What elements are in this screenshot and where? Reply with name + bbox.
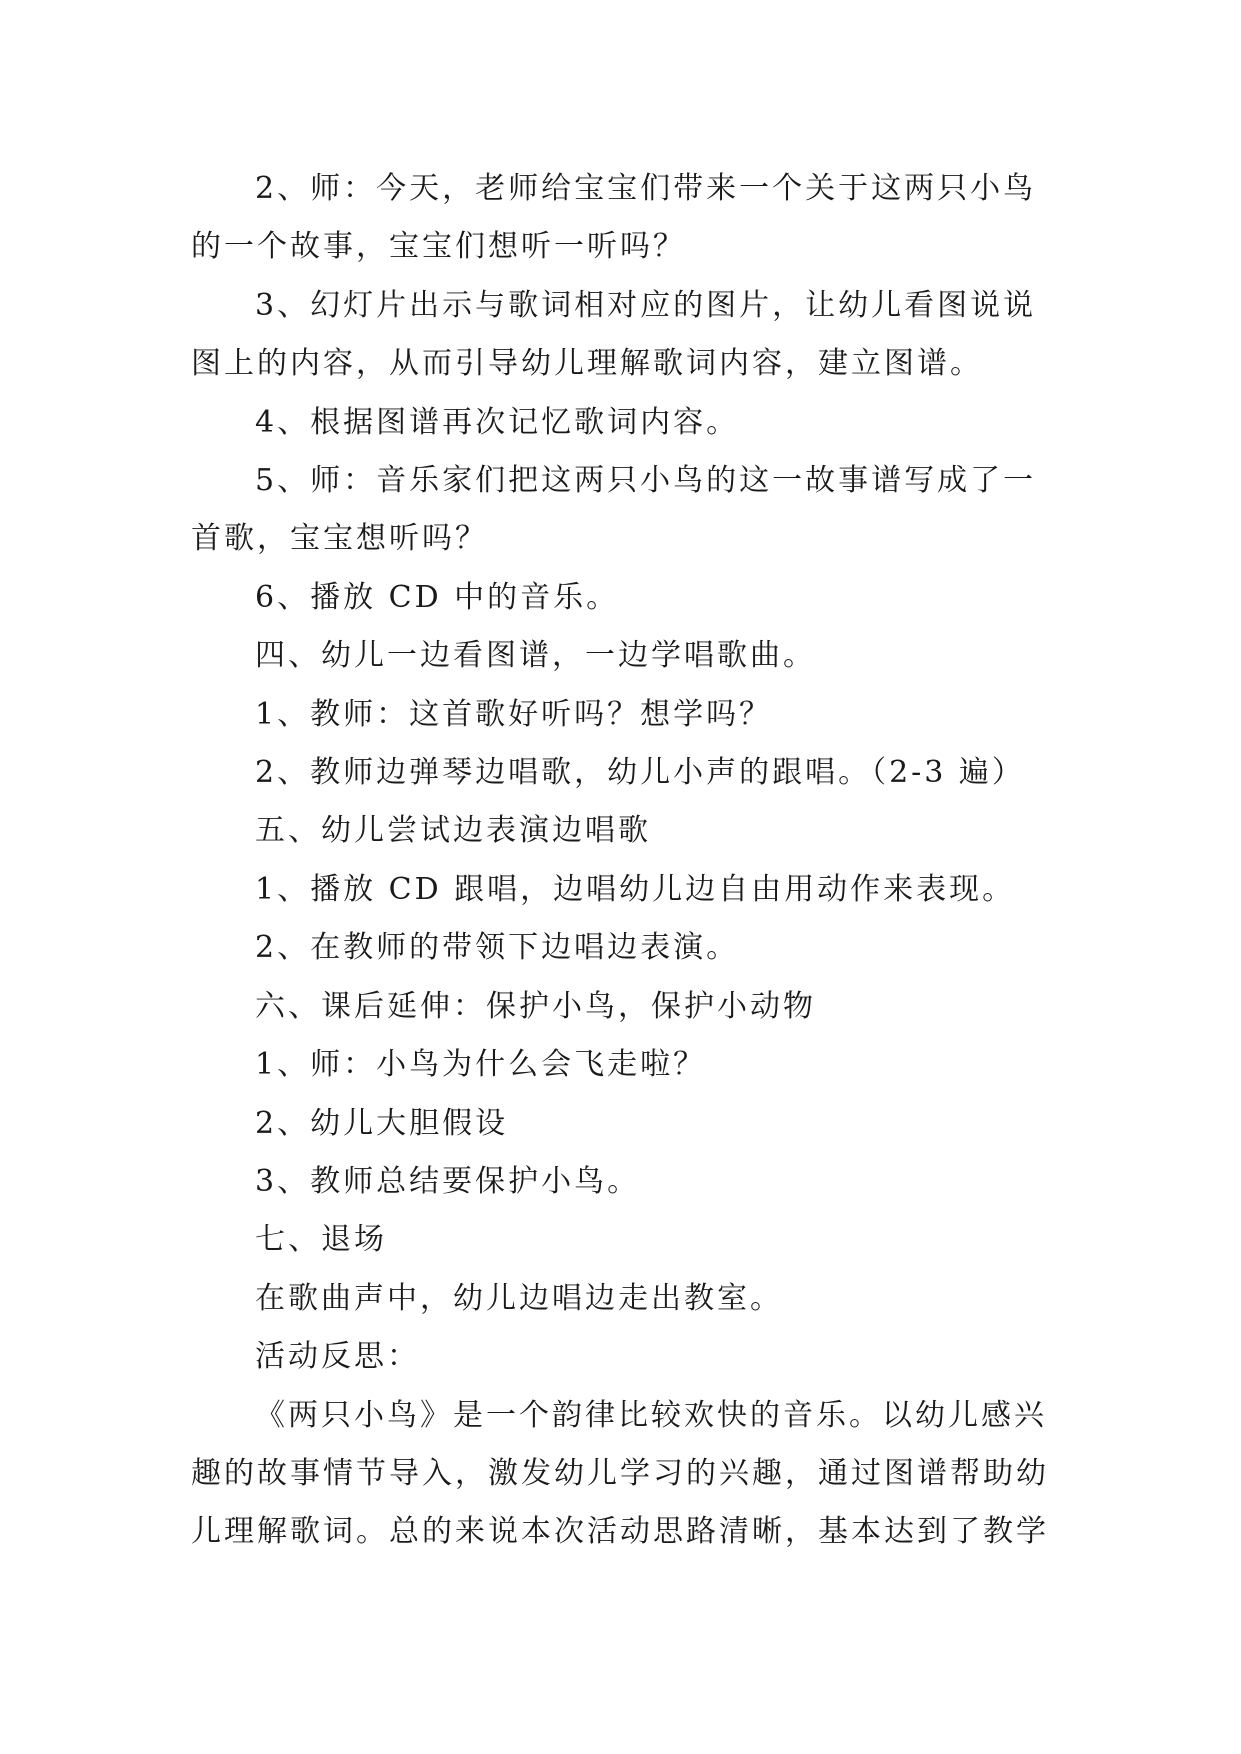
document-body (191, 160, 1051, 1562)
paragraph-4: 5、师：音乐家们把这两只小鸟的这一故事谱写成了一首歌，宝宝想听吗？ (191, 463, 1037, 557)
paragraph-8: 1、播放 CD 跟唱，边唱幼儿边自由用动作来表现。 (255, 871, 1016, 907)
section-heading-7: 七、退场 (255, 1222, 387, 1258)
reflection-paragraph: 《两只小鸟》是一个韵律比较欢快的音乐。以幼儿感兴趣的故事情节导入，激发幼儿学习的兴趣，通过图谱帮助幼儿理解歌词。总的来说本次活动思路清晰，基本达到了教学 (191, 1397, 1049, 1550)
paragraph-1: 2、师：今天，老师给宝宝们带来一个关于这两只小鸟的一个故事，宝宝们想听一听吗？ (191, 171, 1037, 265)
paragraph-13: 在歌曲声中，幼儿边唱边走出教室。 (255, 1280, 783, 1316)
section-heading-5: 五、幼儿尝试边表演边唱歌 (255, 813, 651, 849)
paragraph-11: 2、幼儿大胆假设 (255, 1105, 509, 1141)
paragraph-5: 6、播放 CD 中的音乐。 (255, 579, 620, 615)
paragraph-2: 3、幻灯片出示与歌词相对应的图片，让幼儿看图说说图上的内容，从而引导幼儿理解歌词内容，建立图谱。 (191, 287, 1037, 382)
reflection-heading: 活动反思： (255, 1339, 420, 1375)
section-heading-4: 四、幼儿一边看图谱，一边学唱歌曲。 (255, 638, 816, 674)
paragraph-7: 2、教师边弹琴边唱歌，幼儿小声的跟唱。（2-3 遍） (255, 755, 1025, 791)
paragraph-9: 2、在教师的带领下边唱边表演。 (255, 930, 740, 966)
paragraph-3: 4、根据图谱再次记忆歌词内容。 (255, 404, 740, 440)
section-heading-6: 六、课后延伸：保护小鸟，保护小动物 (255, 988, 816, 1024)
paragraph-10: 1、师：小鸟为什么会飞走啦？ (255, 1047, 707, 1083)
paragraph-12: 3、教师总结要保护小鸟。 (255, 1163, 641, 1199)
paragraph-6: 1、教师：这首歌好听吗？想学吗？ (255, 696, 773, 732)
